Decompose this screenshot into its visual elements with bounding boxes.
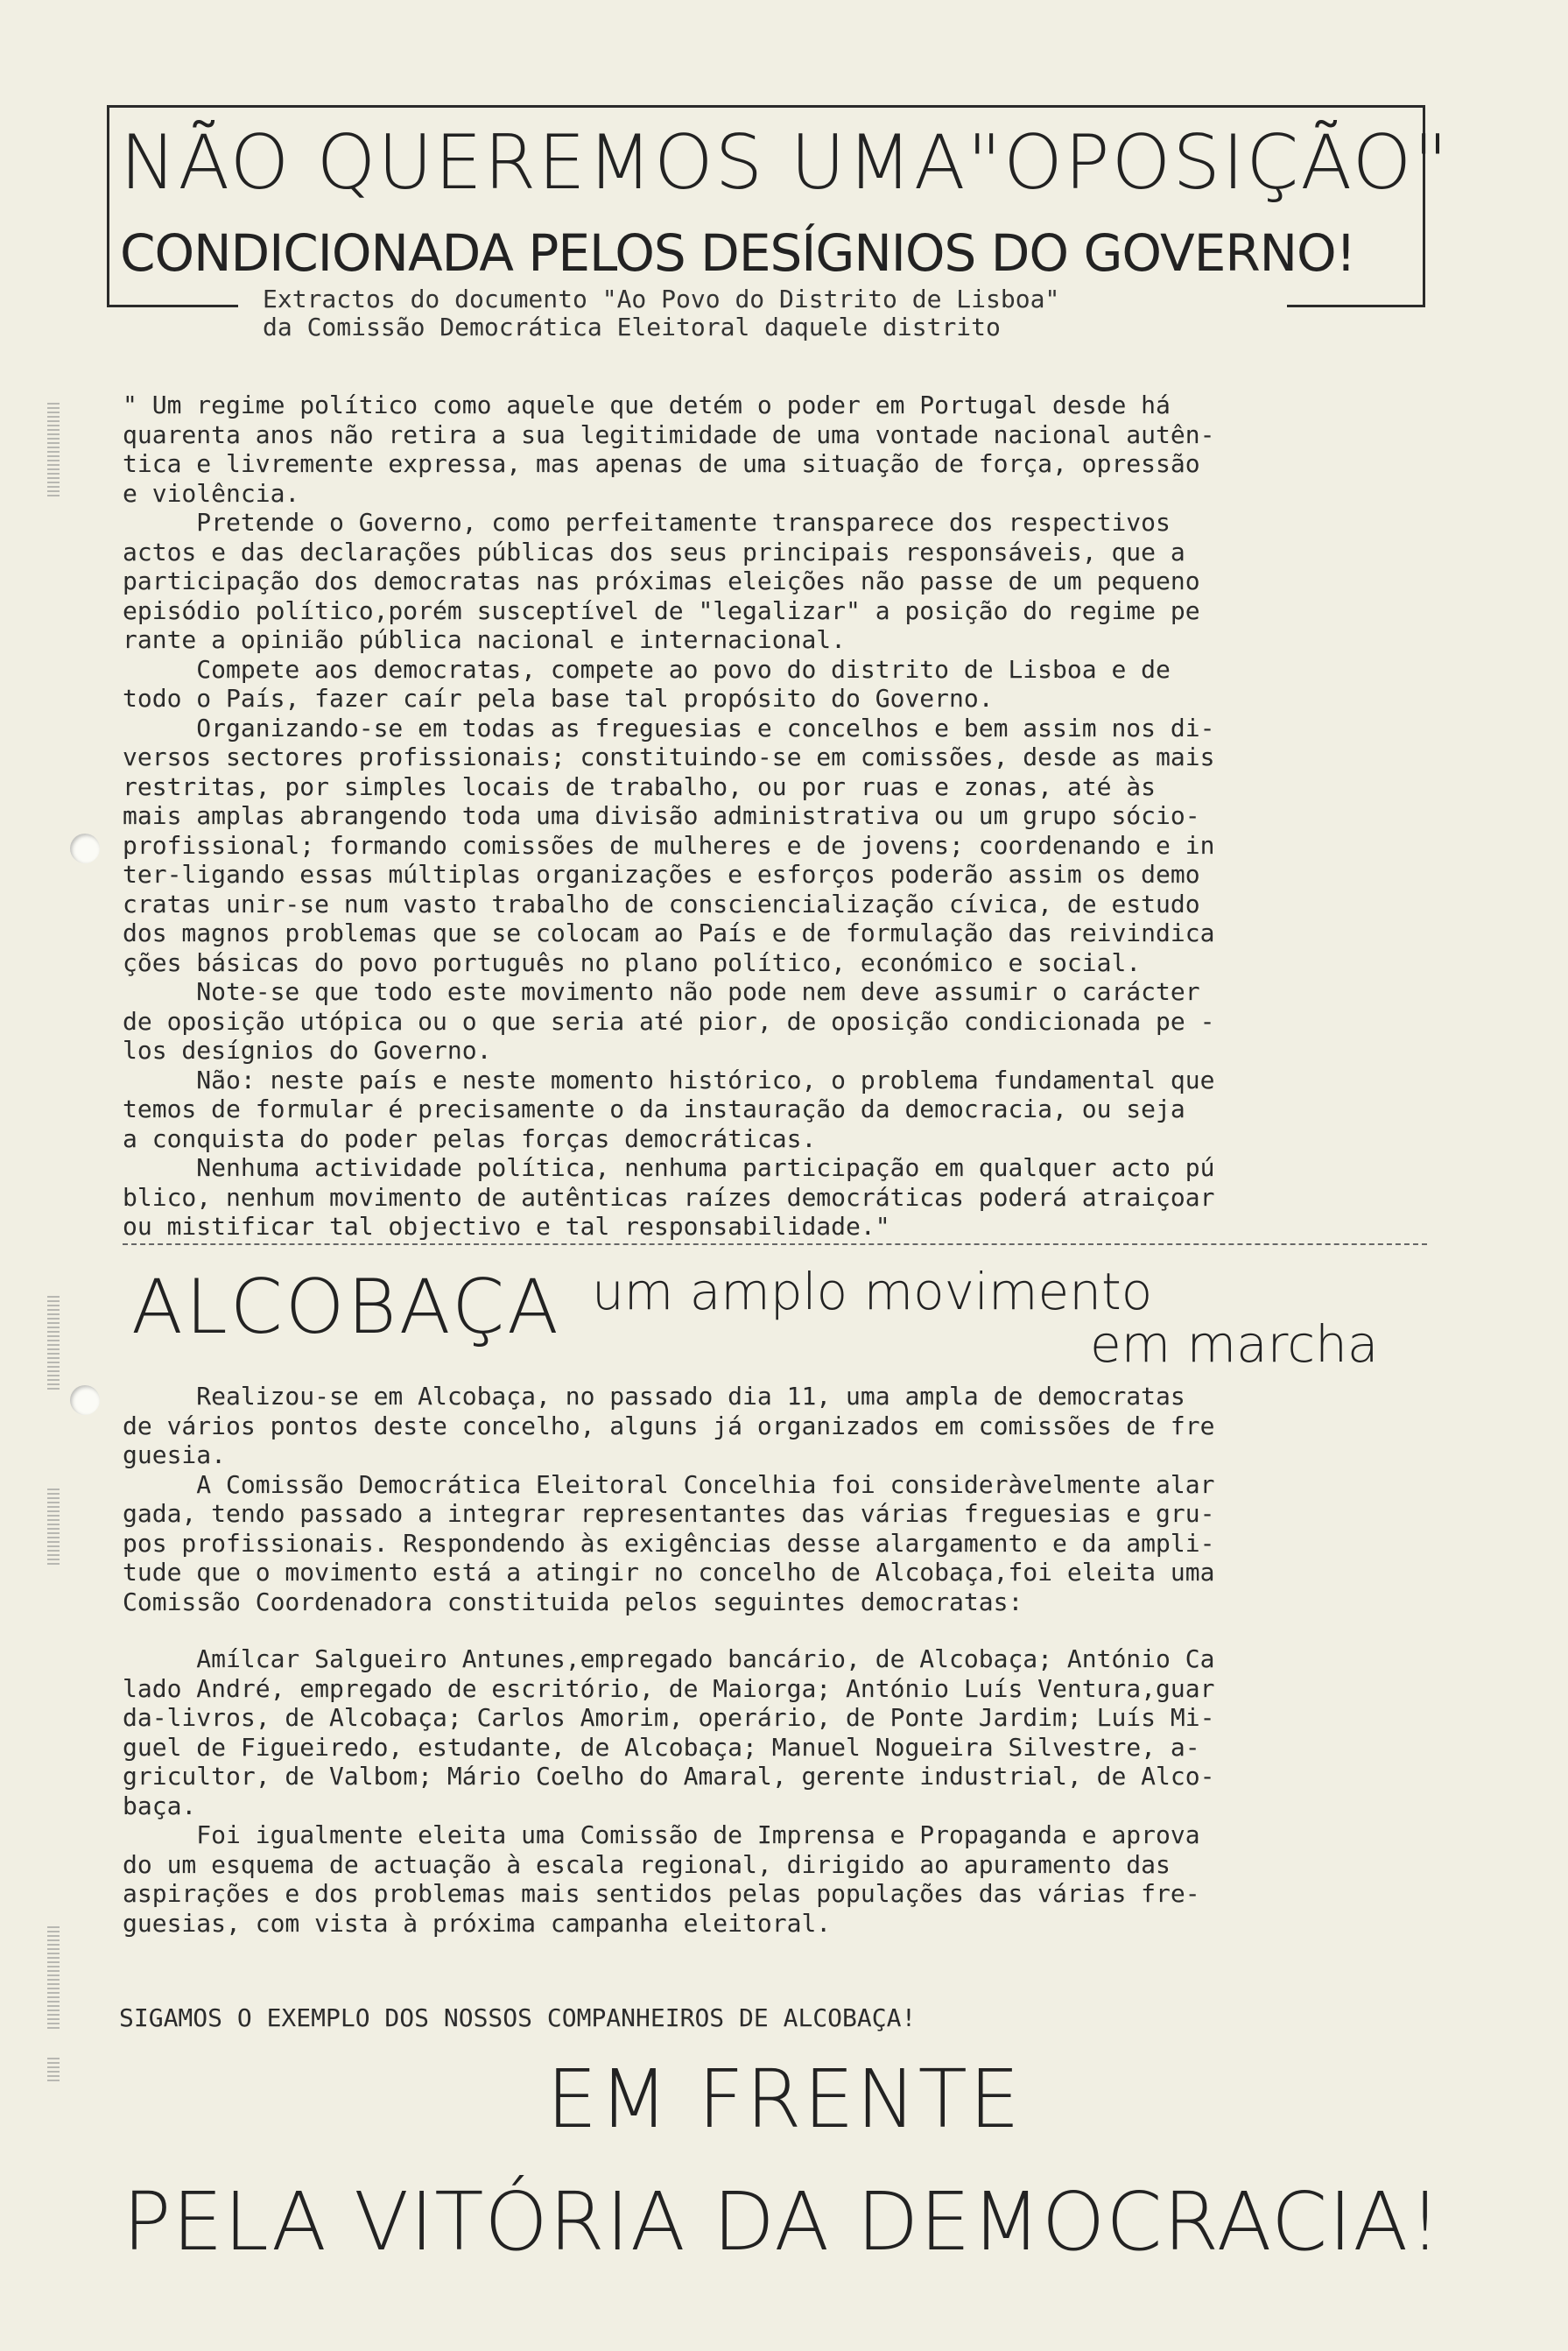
closing-call: SIGAMOS O EXEMPLO DOS NOSSOS COMPANHEIROS DE ALCOBAÇA! — [119, 2003, 917, 2032]
source-caption: Extractos do documento "Ao Povo do Distrito de Lisboa" da Comissão Democrática Eleitoral daquele distrito — [263, 285, 1060, 341]
punch-hole — [70, 834, 100, 863]
alcobaca-subtitle-1: um amplo movimento — [592, 1262, 1153, 1321]
divider — [1287, 305, 1423, 307]
headline-box — [107, 105, 1450, 307]
alcobaca-subtitle-2: em marcha — [1090, 1314, 1379, 1374]
divider — [107, 305, 238, 307]
alcobaca-members: Amílcar Salgueiro Antunes,empregado bancário, de Alcobaça; António Ca lado André, empregado de escritório, de Maiorga; António Luís Ventura,guar da-livros, de Alcobaça; Carlos Amorim, operário, de Ponte Jardim; Luís Mi- guel de Figueiredo, estudante, de Alcobaça; Manuel Nogueira Silvestre, a- gricultor, de Valbom; Mário Coelho do Amaral, gerente industrial, de Alco- baça. Foi igualmente eleita uma Comissão de Imprensa e Propaganda e aprova do um esquema de actuação à escala regional, dirigido ao apuramento das aspirações e dos problemas mais sentidos pelas populações das várias fre- guesias, com vista à próxima campanha eleitoral. — [123, 1644, 1215, 1938]
margin-marks — [47, 1296, 60, 1392]
dashed-divider — [123, 1243, 1427, 1245]
margin-marks — [47, 1926, 60, 2031]
headline-line-2: CONDICIONADA PELOS DESÍGNIOS DO GOVERNO! — [120, 223, 1355, 283]
margin-marks — [47, 403, 60, 499]
punch-hole — [70, 1385, 100, 1415]
alcobaca-intro: Realizou-se em Alcobaça, no passado dia 11, uma ampla de democratas de vários pontos deste concelho, alguns já organizados em comissões de fre guesia. A Comissão Democrática Eleitoral Concelhia foi consideràvelmente alar gada, tendo passado a integrar representantes das várias freguesias e gru- pos profissionais. Respondendo às exigências desse alargamento e da ampli- tude que o movimento está a atingir no concelho de Alcobaça,foi eleita uma Comissão Coordenadora constituida pelos seguintes democratas: — [123, 1382, 1215, 1616]
slogan-vitoria: PELA VITÓRIA DA DEMOCRACIA! — [123, 2175, 1443, 2269]
margin-marks — [47, 1489, 60, 1567]
extract-text: " Um regime político como aquele que detém o poder em Portugal desde há quarenta anos não retira a sua legitimidade de uma vontade nacional autên- tica e livremente expressa, mas apenas de uma situação de força, opressão e violência. Pretende o Governo, como perfeitamente transparece dos respectivos actos e das declarações públicas dos seus principais responsáveis, que a participação dos democratas nas próximas eleições não passe de um pequeno episódio político,porém susceptível de "legalizar" a posição do regime pe rante a opinião pública nacional e internacional. Compete aos democratas, compete ao povo do distrito de Lisboa e de todo o País, fazer caír pela base tal propósito do Governo. Organizando-se em todas as freguesias e concelhos e bem assim nos di- versos sectores profissionais; constituindo-se em comissões, desde as mais restritas, por simples locais de trabalho, ou por ruas e zonas, até às mais amplas abrangendo toda uma divisão administrativa ou um grupo sócio- profissional; formando comissões de mulheres e de jovens; coordenando e in ter-ligando essas múltiplas organizações e esforços poderão assim os demo cratas unir-se num vasto trabalho de consciencialização cívica, de estudo dos magnos problemas que se colocam ao País e de formulação das reivindica ções básicas do povo português no plano político, económico e social. Note-se que todo este movimento não pode nem deve assumir o carácter de oposição utópica ou o que seria até pior, de oposição condicionada pe - los desígnios do Governo. Não: neste país e neste momento histórico, o problema fundamental que temos de formular é precisamente o da instauração da democracia, ou seja a conquista do poder pelas forças democráticas. Nenhuma actividade política, nenhuma participação em qualquer acto pú blico, nenhum movimento de autênticas raízes democráticas poderá atraiçoar ou mistificar tal objectivo e tal responsabilidade." — [123, 391, 1215, 1241]
slogan-em-frente: EM FRENTE — [546, 2052, 1022, 2146]
alcobaca-title: ALCOBAÇA — [131, 1263, 561, 1351]
headline-line-1: NÃO QUEREMOS UMA"OPOSIÇÃO" — [120, 119, 1450, 207]
